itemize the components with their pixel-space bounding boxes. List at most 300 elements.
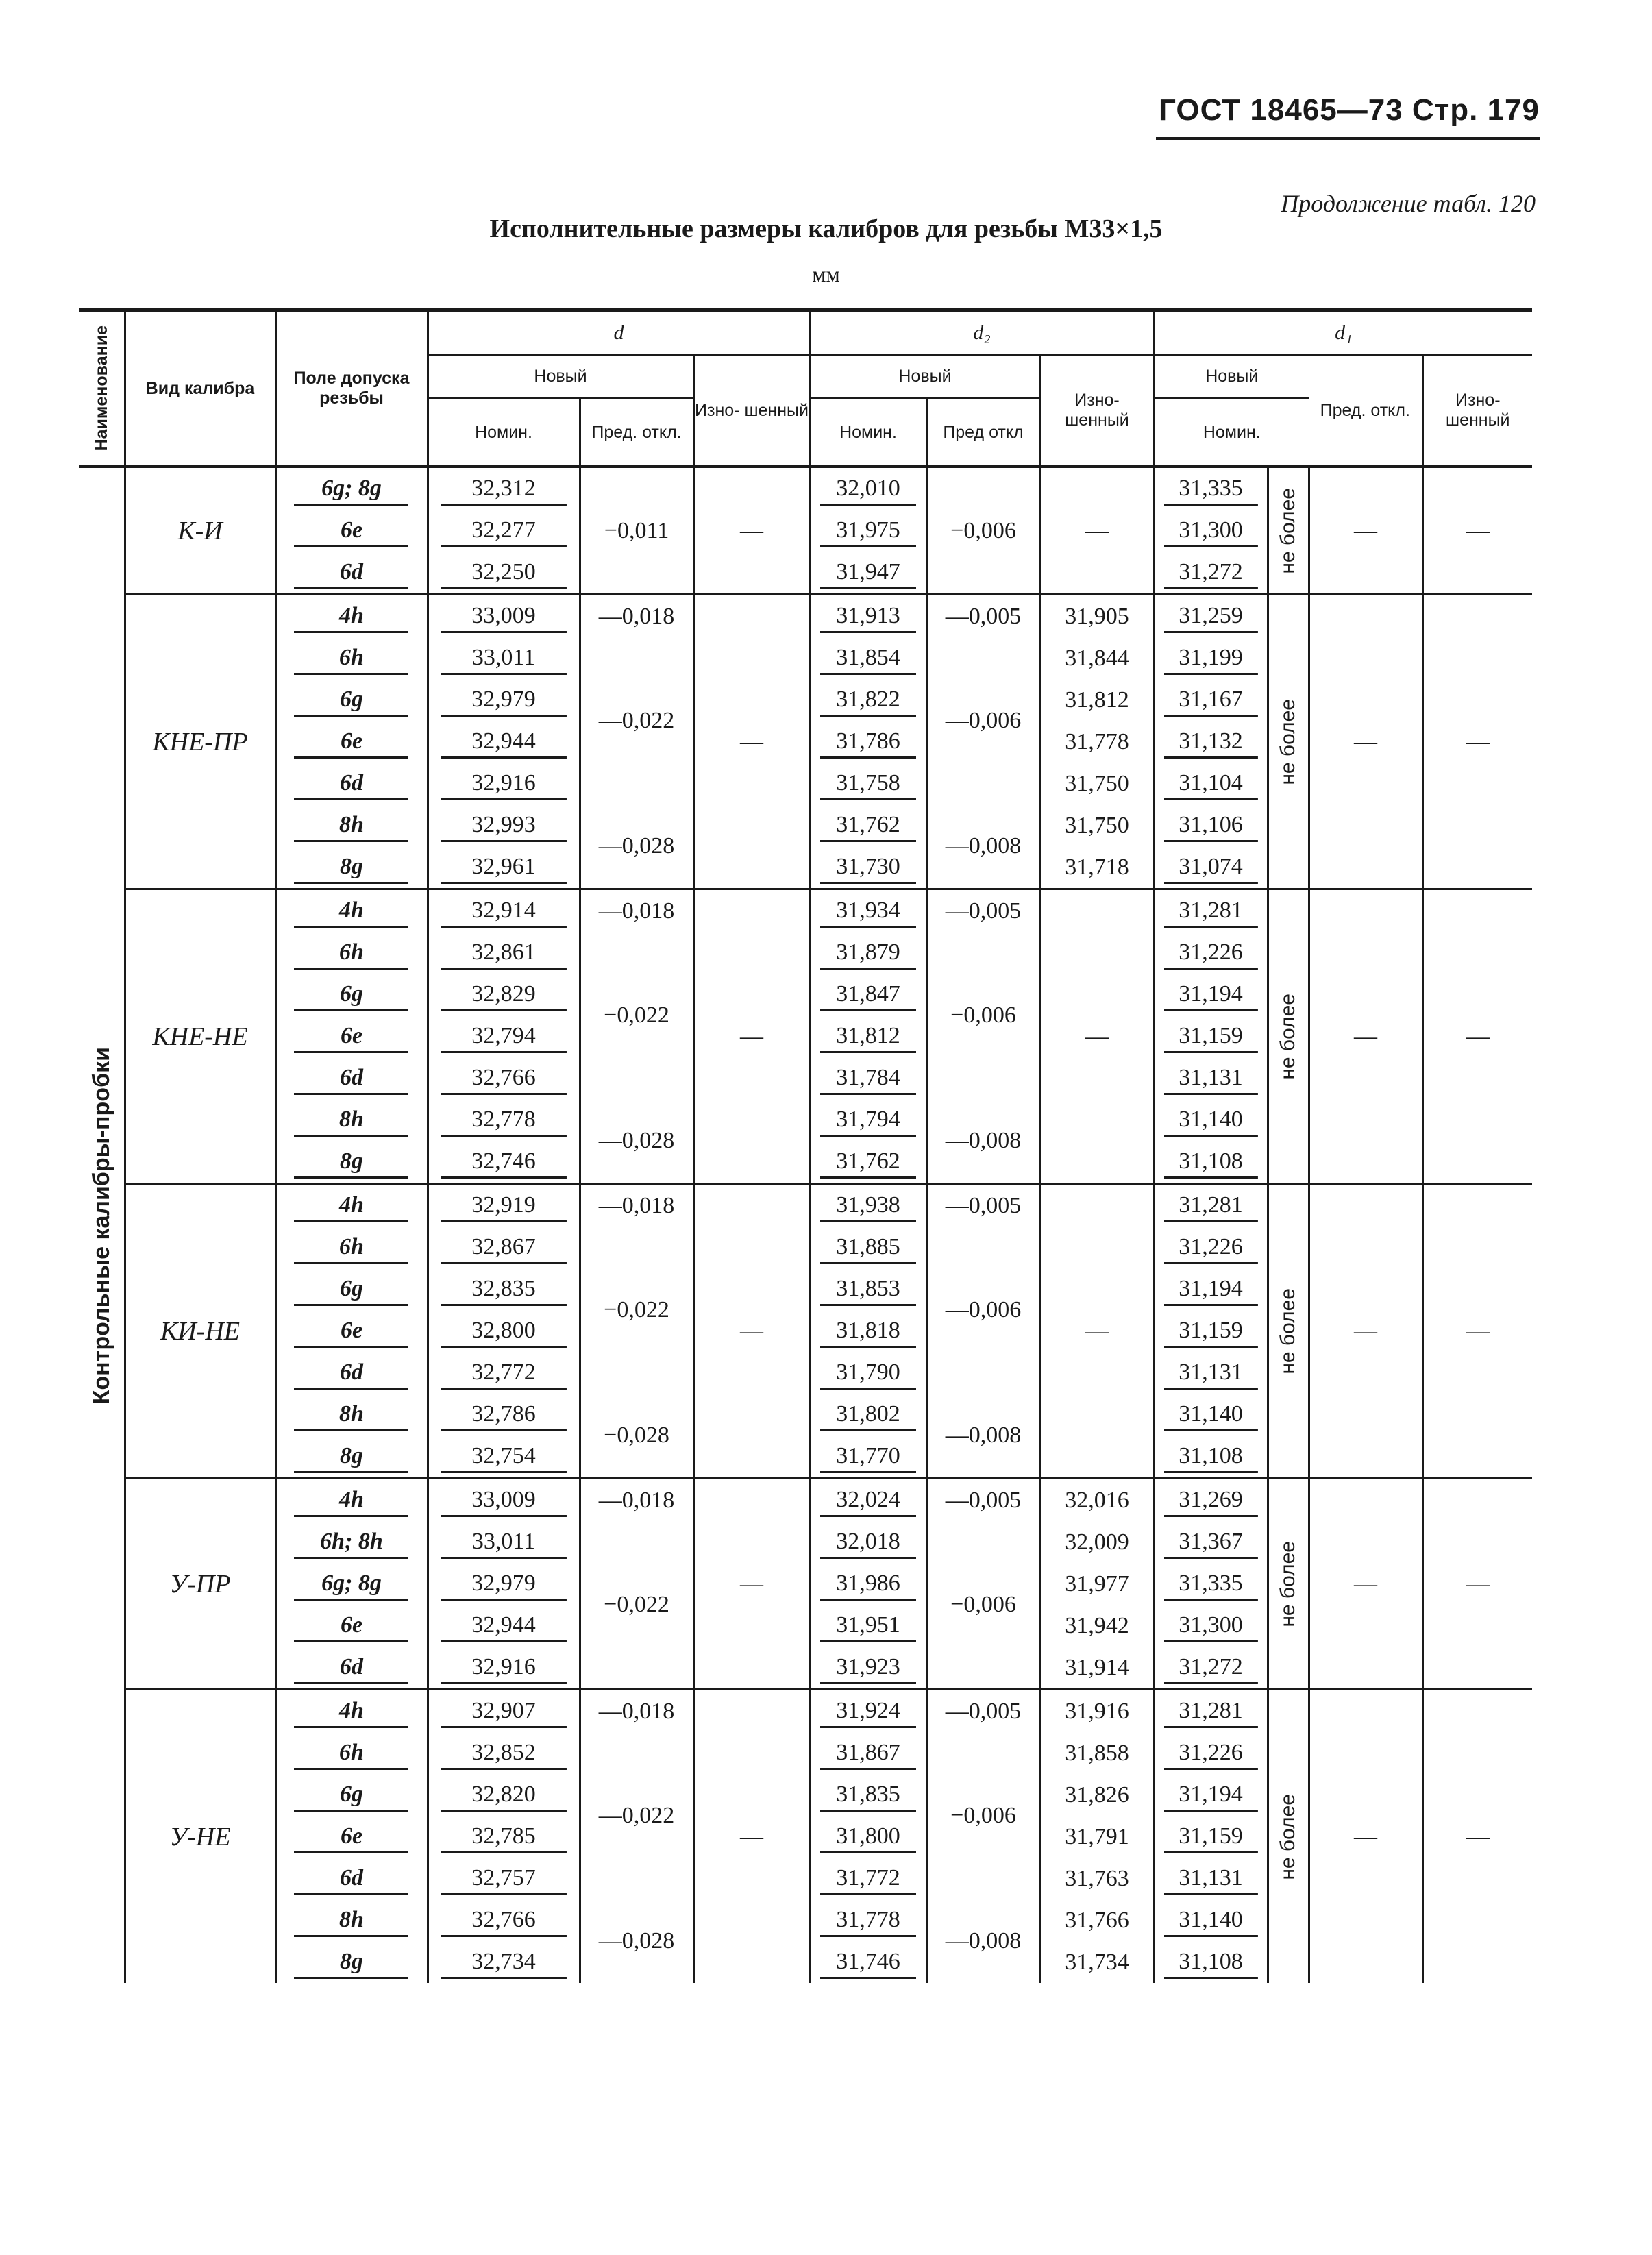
tolerance-field	[275, 1647, 428, 1690]
tolerance-field-value: 6g	[284, 684, 420, 717]
gauge-kind: КНЕ-НЕ	[125, 889, 275, 1184]
d-nominal-value: 32,785	[429, 1821, 579, 1853]
tolerance-field	[275, 1435, 428, 1479]
d1-nominal	[1154, 721, 1268, 763]
d2-nominal-value: 31,879	[811, 937, 926, 970]
d2-nominal-value: 31,822	[811, 684, 926, 717]
d-nominal-value: 33,011	[429, 642, 579, 675]
d1-new-header: Новый	[1154, 355, 1309, 399]
d1-nominal	[1154, 552, 1268, 595]
d1-nominal	[1154, 1268, 1268, 1310]
d-nominal-value: 32,820	[429, 1779, 579, 1812]
d1-worn: —	[1422, 1479, 1532, 1690]
d-deviation: −0,022	[580, 1521, 693, 1690]
d2-nominal	[810, 1899, 926, 1941]
d2-nominal	[810, 595, 926, 638]
d-nominal	[428, 804, 580, 846]
d2-nomin-header: Номин.	[810, 399, 926, 467]
d-deviation: —0,028	[580, 1899, 693, 1983]
d1-nominal	[1154, 932, 1268, 974]
d1-nominal	[1154, 1774, 1268, 1816]
d1-nominal	[1154, 595, 1268, 638]
d2-new-header: Новый	[810, 355, 1040, 399]
d2-worn: 31,750	[1040, 763, 1154, 804]
d-nominal	[428, 1816, 580, 1858]
d2-nominal	[810, 467, 926, 510]
d-nominal	[428, 1184, 580, 1227]
d-worn: —	[693, 1690, 810, 1984]
page-header: ГОСТ 18465—73 Стр. 179	[1159, 93, 1540, 127]
d-deviation: −0,011	[580, 467, 693, 595]
d1-nominal-value: 31,159	[1155, 1020, 1267, 1053]
d-deviation: −0,028	[580, 1394, 693, 1479]
d-deviation: —0,028	[580, 1099, 693, 1184]
tolerance-field	[275, 1057, 428, 1099]
d2-deviation: —0,005	[926, 1479, 1040, 1522]
d2-nominal	[810, 1141, 926, 1184]
d2-worn: —	[1040, 1184, 1154, 1479]
d-nominal	[428, 1435, 580, 1479]
d1-worn: —	[1422, 1184, 1532, 1479]
d-nominal-value: 32,250	[429, 556, 579, 589]
d-nominal	[428, 1227, 580, 1268]
d1-nominal-value: 31,335	[1155, 473, 1267, 506]
tolerance-field	[275, 467, 428, 510]
d-nominal-value: 32,979	[429, 684, 579, 717]
d2-nominal-value: 31,975	[811, 515, 926, 547]
d2-worn: —	[1040, 467, 1154, 595]
d1-nominal-value: 31,367	[1155, 1526, 1267, 1559]
d-nominal-value: 32,778	[429, 1104, 579, 1137]
d2-deviation: —0,008	[926, 1899, 1040, 1983]
tolerance-field-value: 6h; 8h	[284, 1526, 420, 1559]
unit-label: мм	[812, 262, 840, 286]
gauge-kind: КНЕ-ПР	[125, 595, 275, 889]
d-nominal	[428, 1690, 580, 1733]
d2-nominal	[810, 510, 926, 552]
d-nominal-value: 33,009	[429, 1484, 579, 1517]
d2-worn: 31,977	[1040, 1563, 1154, 1605]
table-title: Исполнительные размеры калибров для резьбы М33×1,5	[489, 214, 1163, 243]
d-nominal	[428, 846, 580, 889]
d-nominal	[428, 1858, 580, 1899]
d2-nominal	[810, 1479, 926, 1522]
tolerance-field-value: 8g	[284, 1146, 420, 1179]
d1-nominal-value: 31,140	[1155, 1904, 1267, 1937]
d-nominal-value: 32,800	[429, 1315, 579, 1348]
d2-nominal-value: 31,802	[811, 1398, 926, 1431]
d1-worn: —	[1422, 889, 1532, 1184]
tolerance-field-value: 6h	[284, 1231, 420, 1264]
d1-nominal	[1154, 846, 1268, 889]
d1-nominal-value: 31,140	[1155, 1104, 1267, 1137]
d1-nominal	[1154, 1563, 1268, 1605]
not-more-label: не более	[1277, 1287, 1300, 1375]
tolerance-field	[275, 1732, 428, 1774]
header-rule	[1156, 137, 1540, 140]
tolerance-field	[275, 1941, 428, 1983]
d2-nominal-value: 31,847	[811, 978, 926, 1011]
d-deviation: −0,022	[580, 932, 693, 1099]
d2-nominal-value: 31,835	[811, 1779, 926, 1812]
tolerance-field-value: 6g	[284, 1779, 420, 1812]
d1-nominal	[1154, 1310, 1268, 1352]
tolerance-field	[275, 1268, 428, 1310]
tolerance-field-value: 6d	[284, 1062, 420, 1095]
tolerance-field-value: 6e	[284, 1821, 420, 1853]
tolerance-field	[275, 1899, 428, 1941]
d2-nominal	[810, 1774, 926, 1816]
d2-nominal	[810, 1690, 926, 1733]
gauge-dimensions-table	[79, 308, 1532, 1983]
d2-nominal	[810, 721, 926, 763]
d2-worn: 31,718	[1040, 846, 1154, 889]
d1-nominal-value: 31,159	[1155, 1821, 1267, 1853]
d-nominal	[428, 1057, 580, 1099]
d1-nominal	[1154, 510, 1268, 552]
tolerance-field	[275, 721, 428, 763]
d-nomin-header: Номин.	[428, 399, 580, 467]
d-nominal	[428, 1647, 580, 1690]
d1-nominal-value: 31,226	[1155, 937, 1267, 970]
d1-nominal	[1154, 1816, 1268, 1858]
tolerance-field-value: 6d	[284, 1651, 420, 1684]
d1-nominal	[1154, 1435, 1268, 1479]
d-deviation: —0,018	[580, 1184, 693, 1227]
d-deviation: —0,018	[580, 889, 693, 933]
tolerance-field	[275, 637, 428, 679]
tolerance-field	[275, 1184, 428, 1227]
d1-worn: —	[1422, 1690, 1532, 1984]
d1-nominal-value: 31,269	[1155, 1484, 1267, 1517]
d2-nominal	[810, 1184, 926, 1227]
not-more-cell	[1268, 1184, 1309, 1479]
not-more-label: не более	[1277, 993, 1300, 1080]
d1-nominal	[1154, 1352, 1268, 1394]
d-nominal-value: 32,861	[429, 937, 579, 970]
tolerance-field-value: 8h	[284, 809, 420, 842]
d1-deviation: —	[1309, 1690, 1422, 1984]
d-deviation: —0,018	[580, 595, 693, 638]
d-worn: —	[693, 467, 810, 595]
d2-worn: 31,750	[1040, 804, 1154, 846]
tolerance-field-value: 8h	[284, 1398, 420, 1431]
tolerance-field-value: 6g; 8g	[284, 473, 420, 506]
d2-nominal	[810, 1521, 926, 1563]
side-label: Контрольные калибры-пробки	[88, 1046, 114, 1405]
tolerance-field	[275, 1394, 428, 1435]
d1-deviation: —	[1309, 595, 1422, 889]
tolerance-field	[275, 804, 428, 846]
d2-worn: —	[1040, 889, 1154, 1184]
tolerance-field-value: 6d	[284, 1357, 420, 1390]
d-worn: —	[693, 1479, 810, 1690]
d2-nominal	[810, 1647, 926, 1690]
d2-nominal	[810, 804, 926, 846]
d2-nominal	[810, 974, 926, 1015]
tolerance-field-value: 4h	[284, 895, 420, 928]
naim-header: Наименование	[79, 310, 125, 467]
tolerance-field	[275, 1099, 428, 1141]
d-nominal	[428, 721, 580, 763]
d-nominal-value: 33,009	[429, 600, 579, 633]
d1-nominal	[1154, 1394, 1268, 1435]
gauge-kind: У-ПР	[125, 1479, 275, 1690]
d1-deviation: —	[1309, 1479, 1422, 1690]
d-deviation: —0,022	[580, 1732, 693, 1899]
d2-nominal-value: 31,794	[811, 1104, 926, 1137]
d2-nominal	[810, 1816, 926, 1858]
d-nominal	[428, 467, 580, 510]
d1-nominal	[1154, 1690, 1268, 1733]
d-dev-header: Пред. откл.	[580, 399, 693, 467]
table-row	[79, 595, 1532, 638]
d1-nominal-value: 31,108	[1155, 1146, 1267, 1179]
tolerance-field-value: 4h	[284, 1484, 420, 1517]
d2-deviation: —0,005	[926, 1690, 1040, 1733]
d2-deviation: —0,006	[926, 637, 1040, 804]
not-more-cell	[1268, 1690, 1309, 1984]
d1-nominal-value: 31,131	[1155, 1062, 1267, 1095]
d-nominal-value: 32,277	[429, 515, 579, 547]
tolerance-field	[275, 932, 428, 974]
d2-deviation: —0,008	[926, 804, 1040, 889]
tolerance-field	[275, 552, 428, 595]
d1-nominal-value: 31,132	[1155, 726, 1267, 759]
d1-nominal	[1154, 1099, 1268, 1141]
d2-worn: 31,858	[1040, 1732, 1154, 1774]
d-nominal-value: 32,835	[429, 1273, 579, 1306]
d-nominal	[428, 1479, 580, 1522]
d1-nominal-value: 31,226	[1155, 1231, 1267, 1264]
d1-nominal	[1154, 763, 1268, 804]
tolerance-field	[275, 1479, 428, 1522]
d-nominal-value: 32,944	[429, 1610, 579, 1642]
tolerance-field-value: 4h	[284, 600, 420, 633]
d1-nominal	[1154, 889, 1268, 933]
tolerance-field-value: 8h	[284, 1904, 420, 1937]
d2-nominal	[810, 637, 926, 679]
d2-dev-header: Пред откл	[926, 399, 1040, 467]
d1-nominal-value: 31,131	[1155, 1357, 1267, 1390]
d1-nomin-header: Номин.	[1154, 399, 1309, 467]
d1-nominal	[1154, 1184, 1268, 1227]
d2-nominal-value: 31,762	[811, 809, 926, 842]
tolerance-field-value: 8h	[284, 1104, 420, 1137]
tolerance-field	[275, 1352, 428, 1394]
d1-header: d₁	[1154, 310, 1532, 355]
d-nominal	[428, 1774, 580, 1816]
d-nominal	[428, 1732, 580, 1774]
d2-nominal	[810, 1394, 926, 1435]
d2-nominal-value: 31,772	[811, 1862, 926, 1895]
d-nominal-value: 32,772	[429, 1357, 579, 1390]
not-more-cell	[1268, 1479, 1309, 1690]
tolerance-field-value: 6h	[284, 937, 420, 970]
tolerance-field-value: 6g	[284, 1273, 420, 1306]
tolerance-field	[275, 1521, 428, 1563]
d-nominal-value: 32,766	[429, 1062, 579, 1095]
tolerance-field	[275, 846, 428, 889]
d1-nominal-value: 31,106	[1155, 809, 1267, 842]
d-nominal-value: 32,907	[429, 1695, 579, 1728]
d1-nominal-value: 31,108	[1155, 1946, 1267, 1979]
d2-nominal-value: 32,018	[811, 1526, 926, 1559]
d-worn-header: Изно- шенный	[693, 355, 810, 467]
d-nominal	[428, 1899, 580, 1941]
d-nominal	[428, 932, 580, 974]
d2-worn: 31,734	[1040, 1941, 1154, 1983]
d-deviation: —0,028	[580, 804, 693, 889]
d2-nominal-value: 31,947	[811, 556, 926, 589]
not-more-label: не более	[1277, 487, 1300, 574]
d-nominal-value: 32,757	[429, 1862, 579, 1895]
tolerance-field-value: 6g	[284, 978, 420, 1011]
d2-deviation: —0,005	[926, 1184, 1040, 1227]
d-worn: —	[693, 889, 810, 1184]
d2-worn: 32,016	[1040, 1479, 1154, 1522]
d2-worn: 31,905	[1040, 595, 1154, 638]
tolerance-field-value: 6e	[284, 1610, 420, 1642]
d2-deviation: —0,008	[926, 1099, 1040, 1184]
d1-nominal	[1154, 637, 1268, 679]
table-row	[79, 1690, 1532, 1733]
d2-nominal-value: 31,758	[811, 767, 926, 800]
tolerance-field-value: 6e	[284, 1020, 420, 1053]
tolerance-field-value: 6d	[284, 556, 420, 589]
not-more-cell	[1268, 889, 1309, 1184]
vid-header: Вид калибра	[125, 310, 275, 467]
d2-deviation: —0,005	[926, 889, 1040, 933]
d-nominal-value: 32,766	[429, 1904, 579, 1937]
table-row	[79, 1479, 1532, 1522]
d-nominal	[428, 1352, 580, 1394]
tolerance-field-value: 8g	[284, 1440, 420, 1473]
d-nominal-value: 32,867	[429, 1231, 579, 1264]
d1-nominal-value: 31,281	[1155, 1695, 1267, 1728]
d2-nominal	[810, 846, 926, 889]
d1-dev-header: Пред. откл.	[1309, 355, 1422, 467]
d2-nominal-value: 31,730	[811, 851, 926, 884]
d1-nominal-value: 31,300	[1155, 1610, 1267, 1642]
d2-nominal-value: 31,812	[811, 1020, 926, 1053]
tolerance-field-value: 4h	[284, 1695, 420, 1728]
d1-nominal	[1154, 467, 1268, 510]
d1-worn: —	[1422, 467, 1532, 595]
d-nominal-value: 32,312	[429, 473, 579, 506]
d2-nominal	[810, 1099, 926, 1141]
d2-worn: 31,778	[1040, 721, 1154, 763]
d-worn: —	[693, 1184, 810, 1479]
d1-nominal	[1154, 1015, 1268, 1057]
not-more-label: не более	[1277, 1540, 1300, 1627]
d-nominal-value: 32,852	[429, 1737, 579, 1770]
d1-nominal	[1154, 1141, 1268, 1184]
tolerance-field-value: 4h	[284, 1190, 420, 1222]
d1-nominal-value: 31,104	[1155, 767, 1267, 800]
d2-worn: 31,916	[1040, 1690, 1154, 1733]
d2-nominal-value: 31,746	[811, 1946, 926, 1979]
d-deviation: −0,022	[580, 1227, 693, 1394]
d2-nominal-value: 31,762	[811, 1146, 926, 1179]
d-nominal	[428, 1268, 580, 1310]
d2-nominal	[810, 1941, 926, 1983]
d-nominal-value: 32,914	[429, 895, 579, 928]
gauge-kind: У-НЕ	[125, 1690, 275, 1984]
tolerance-field-value: 6e	[284, 726, 420, 759]
d1-nominal-value: 31,281	[1155, 1190, 1267, 1222]
d2-deviation: −0,006	[926, 932, 1040, 1099]
d-nominal	[428, 889, 580, 933]
d-nominal-value: 33,011	[429, 1526, 579, 1559]
d-nominal-value: 32,979	[429, 1568, 579, 1601]
d-header: d	[428, 310, 810, 355]
d1-nominal-value: 31,108	[1155, 1440, 1267, 1473]
d-nominal	[428, 1141, 580, 1184]
d1-nominal-value: 31,335	[1155, 1568, 1267, 1601]
d2-nominal	[810, 932, 926, 974]
tolerance-field-value: 6g; 8g	[284, 1568, 420, 1601]
d1-nominal-value: 31,226	[1155, 1737, 1267, 1770]
d-nominal-value: 32,919	[429, 1190, 579, 1222]
d2-nominal-value: 31,913	[811, 600, 926, 633]
d2-deviation: −0,006	[926, 467, 1040, 595]
d2-nominal	[810, 889, 926, 933]
tolerance-field	[275, 679, 428, 721]
d1-nominal	[1154, 1605, 1268, 1647]
not-more-cell	[1268, 467, 1309, 595]
d2-nominal-value: 31,786	[811, 726, 926, 759]
d2-nominal	[810, 1057, 926, 1099]
d1-nominal	[1154, 679, 1268, 721]
d2-nominal	[810, 1563, 926, 1605]
d2-deviation: —0,006	[926, 1227, 1040, 1394]
d2-nominal-value: 31,867	[811, 1737, 926, 1770]
tolerance-field	[275, 974, 428, 1015]
not-more-label: не более	[1277, 698, 1300, 785]
d2-nominal-value: 31,986	[811, 1568, 926, 1601]
d2-nominal-value: 31,951	[811, 1610, 926, 1642]
d-nominal-value: 32,916	[429, 1651, 579, 1684]
d1-nominal	[1154, 1647, 1268, 1690]
d2-nominal-value: 32,024	[811, 1484, 926, 1517]
d1-nominal-value: 31,140	[1155, 1398, 1267, 1431]
d-nominal	[428, 1605, 580, 1647]
d2-nominal-value: 32,010	[811, 473, 926, 506]
d2-worn: 31,763	[1040, 1858, 1154, 1899]
tolerance-field	[275, 1015, 428, 1057]
tolerance-field-value: 8g	[284, 851, 420, 884]
d1-nominal-value: 31,300	[1155, 515, 1267, 547]
d2-nominal	[810, 1352, 926, 1394]
tolerance-field	[275, 595, 428, 638]
tolerance-field	[275, 1690, 428, 1733]
d2-nominal-value: 31,770	[811, 1440, 926, 1473]
tolerance-field-value: 6d	[284, 767, 420, 800]
d-nominal-value: 32,794	[429, 1020, 579, 1053]
d-nominal-value: 32,746	[429, 1146, 579, 1179]
d2-nominal	[810, 1732, 926, 1774]
d2-nominal-value: 31,778	[811, 1904, 926, 1937]
d-nominal	[428, 552, 580, 595]
d2-nominal-value: 31,885	[811, 1231, 926, 1264]
tolerance-field-value: 6e	[284, 1315, 420, 1348]
d2-nominal	[810, 1858, 926, 1899]
d2-worn: 31,791	[1040, 1816, 1154, 1858]
d2-worn-header: Изно- шенный	[1040, 355, 1154, 467]
d2-nominal-value: 31,790	[811, 1357, 926, 1390]
d2-deviation: −0,006	[926, 1732, 1040, 1899]
